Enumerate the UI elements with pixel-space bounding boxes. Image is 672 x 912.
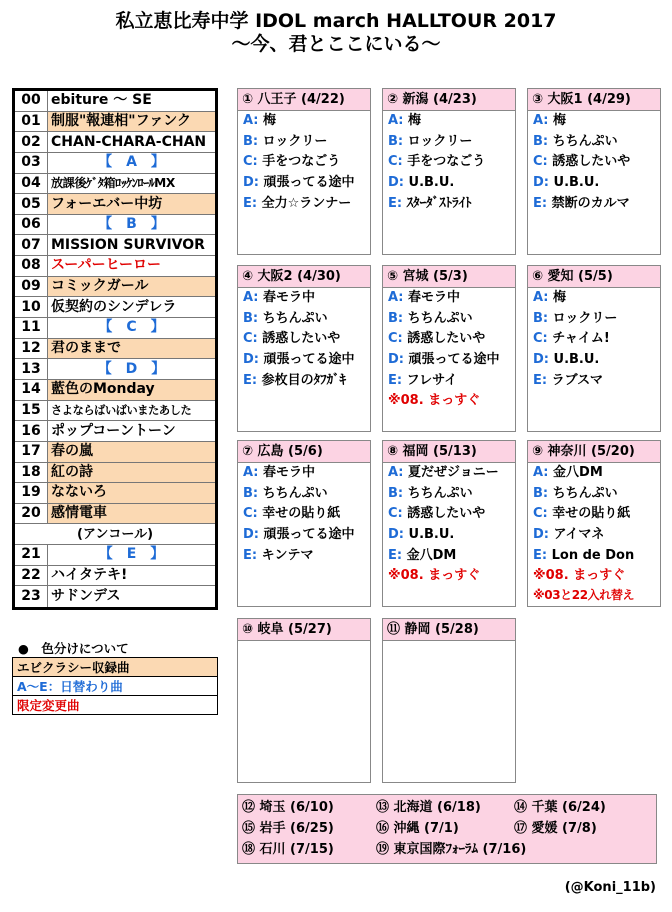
venue-header: ⑥ 愛知 (5/5) <box>528 266 660 288</box>
slot-key: A: <box>533 113 549 128</box>
variable-song-slot <box>528 173 660 194</box>
song-number: 15 <box>21 401 41 418</box>
slot-song: ちちんぷい <box>407 310 473 326</box>
variable-song-slot <box>238 194 370 215</box>
venue-header: ④ 大阪2 (4/30) <box>238 266 370 288</box>
variable-song-slot <box>528 194 660 215</box>
slot-key: C: <box>533 506 548 522</box>
slot-song: ｽﾀｰﾀﾞｽﾄﾗｲﾄ <box>406 195 472 211</box>
venue-card <box>382 265 516 432</box>
slot-song: 手をつなごう <box>407 154 486 170</box>
song-number: 01 <box>21 112 41 129</box>
legend-item-rotation: A～E：日替わり曲 <box>12 676 218 696</box>
setlist-row <box>15 463 215 484</box>
remaining-venue: ⑱ 石川 (7/15) <box>242 842 334 857</box>
slot-song: 夏だぜジョニー <box>408 465 499 480</box>
setlist-row: (アンコール) <box>15 524 215 545</box>
remaining-venue: ⑫ 埼玉 (6/10) <box>242 800 334 815</box>
slot-song: 春モラ中 <box>263 465 316 480</box>
slot-key: D: <box>388 175 404 191</box>
variable-song-slot <box>528 132 660 153</box>
variable-song-slot <box>238 484 370 505</box>
slot-key: C: <box>243 154 258 170</box>
setlist-row <box>15 318 215 339</box>
credit: (@Koni_11b) <box>564 880 656 895</box>
slot-key: D: <box>243 352 259 368</box>
song-number: 10 <box>21 298 41 315</box>
slot-song: 春モラ中 <box>263 290 316 305</box>
variable-song-slot <box>238 111 370 132</box>
variable-song-slot <box>238 173 370 194</box>
slot-song: 頑張ってる途中 <box>408 352 500 368</box>
venue-card <box>382 440 516 607</box>
slot-song: ちちんぷい <box>552 485 618 501</box>
remaining-venue: ⑲ 東京国際ﾌｫｰﾗﾑ (7/16) <box>376 842 527 857</box>
song-number: 00 <box>21 92 41 109</box>
variable-song-slot <box>528 329 660 350</box>
venue-card <box>527 88 661 255</box>
variable-song-slot <box>528 350 660 371</box>
remaining-venue: ⑯ 沖縄 (7/1) <box>376 821 459 836</box>
slot-key: C: <box>388 154 403 170</box>
slot-key: E: <box>243 195 258 211</box>
setlist-row <box>15 215 215 236</box>
song-number: 04 <box>21 174 41 191</box>
slot-key: A: <box>388 465 404 480</box>
slot-key: A: <box>533 290 549 305</box>
venue-note: ※08. まっすぐ <box>388 393 481 409</box>
slot-key: E: <box>388 372 403 388</box>
song-number: 22 <box>21 567 41 584</box>
slot-key: A: <box>243 290 259 305</box>
legend-item-ebiclassy: エビクラシー収録曲 <box>12 657 218 677</box>
song-title: ハイタテキ! <box>47 566 215 586</box>
setlist-row <box>15 586 215 607</box>
page-title <box>0 10 672 56</box>
variable-song-slot <box>528 371 660 392</box>
slot-song: 参枚目のﾀﾌｶﾞｷ <box>261 372 347 388</box>
setlist-row <box>15 174 215 195</box>
variable-song-slot <box>383 173 515 194</box>
song-title: 感情電車 <box>47 504 215 524</box>
setlist-row <box>15 421 215 442</box>
venue-card <box>237 440 371 607</box>
song-number: 07 <box>21 236 41 253</box>
song-number: 21 <box>21 546 41 563</box>
remaining-venue: ⑰ 愛媛 (7/8) <box>514 821 597 836</box>
setlist-row <box>15 132 215 153</box>
slot-key: B: <box>243 485 259 501</box>
song-number: 16 <box>21 422 41 439</box>
variable-song-slot <box>528 484 660 505</box>
variable-song-slot <box>383 371 515 392</box>
song-number: 20 <box>21 505 41 522</box>
variable-song-slot <box>238 371 370 392</box>
remaining-venue: ⑮ 岩手 (6/25) <box>242 821 334 836</box>
color-legend <box>12 640 218 715</box>
slot-key: D: <box>243 175 259 191</box>
variable-song-slot <box>238 350 370 371</box>
slot-key: E: <box>388 195 403 211</box>
variable-song-slot <box>383 152 515 173</box>
slot-key: B: <box>388 485 404 501</box>
slot-song: ロックリー <box>552 310 618 326</box>
venue-header: ⑤ 宮城 (5/3) <box>383 266 515 288</box>
slot-key: C: <box>388 331 403 347</box>
song-number: 02 <box>21 133 41 150</box>
title-line-1: 私立恵比寿中学 IDOL march HALLTOUR 2017 <box>115 10 557 32</box>
venue-header: ⑦ 広島 (5/6) <box>238 441 370 463</box>
slot-song: 金八DM <box>553 465 603 480</box>
setlist-row <box>15 483 215 504</box>
setlist-row <box>15 91 215 112</box>
song-number: 08 <box>21 257 41 274</box>
song-number: 17 <box>21 443 41 460</box>
variable-song-slot <box>383 309 515 330</box>
setlist-row <box>15 153 215 174</box>
setlist-table <box>12 88 218 610</box>
slot-song: 梅 <box>553 113 567 128</box>
venue-card <box>237 265 371 432</box>
variable-song-slot <box>383 288 515 309</box>
slot-song: フレサイ <box>406 372 458 388</box>
slot-key: C: <box>533 154 548 170</box>
variable-song-slot <box>383 504 515 525</box>
variable-song-slot <box>383 546 515 567</box>
slot-key: D: <box>243 527 259 543</box>
slot-song: 禁断のカルマ <box>551 195 630 211</box>
variable-song-slot <box>528 111 660 132</box>
slot-song: キンテマ <box>261 547 314 563</box>
venue-card <box>382 618 516 783</box>
song-title: 藍色のMonday <box>47 380 215 400</box>
slot-key: C: <box>243 506 258 522</box>
slot-key: A: <box>388 290 404 305</box>
song-title: 仮契約のシンデレラ <box>47 297 215 317</box>
venue-header: ⑪ 静岡 (5/28) <box>383 619 515 641</box>
slot-key: A: <box>388 113 404 128</box>
legend-item-limited: 限定変更曲 <box>12 695 218 715</box>
slot-key: D: <box>388 352 404 368</box>
slot-song: アイマネ <box>553 527 605 543</box>
venue-card <box>237 618 371 783</box>
variable-song-slot <box>383 132 515 153</box>
variable-song-slot <box>383 463 515 484</box>
song-title: ebiture ～ SE <box>47 91 215 111</box>
slot-song: 幸せの貼り紙 <box>262 506 341 522</box>
venue-card <box>382 88 516 255</box>
slot-key: E: <box>243 372 258 388</box>
slot-key: C: <box>388 506 403 522</box>
venue-card <box>527 440 661 607</box>
setlist-row <box>15 194 215 215</box>
venue-note: ※03と22入れ替え <box>533 588 635 603</box>
song-title: なないろ <box>47 483 215 503</box>
slot-song: 春モラ中 <box>408 290 461 305</box>
variable-song-slot <box>238 329 370 350</box>
slot-key: B: <box>533 133 549 149</box>
setlist-row <box>15 359 215 380</box>
legend-title: ● 色分けについて <box>18 641 129 656</box>
slot-key: C: <box>533 331 548 347</box>
venue-header: ⑩ 岐阜 (5/27) <box>238 619 370 641</box>
slot-song: 幸せの貼り紙 <box>552 506 631 522</box>
song-title: CHAN-CHARA-CHAN <box>47 132 215 152</box>
song-title: 【 A 】 <box>47 153 215 173</box>
slot-song: ちちんぷい <box>407 485 473 501</box>
song-number: 12 <box>21 340 41 356</box>
song-title: 【 C 】 <box>47 318 215 338</box>
setlist-row <box>15 297 215 318</box>
song-title: 春の嵐 <box>47 442 215 462</box>
variable-song-slot <box>238 546 370 567</box>
slot-key: E: <box>388 547 403 563</box>
song-title: スーパーヒーロー <box>47 256 215 276</box>
variable-song-slot <box>383 329 515 350</box>
song-title: コミックガール <box>47 277 215 297</box>
slot-song: ロックリー <box>262 133 328 149</box>
song-title: 紅の詩 <box>47 463 215 483</box>
song-title: 制服"報連相"ファンク <box>47 112 215 132</box>
song-title: 放課後ｹﾞﾀ箱ﾛｯｹﾝﾛｰﾙMX <box>47 174 215 194</box>
slot-key: E: <box>533 547 548 563</box>
song-number: 09 <box>21 278 41 295</box>
setlist-row <box>15 401 215 422</box>
slot-song: 頑張ってる途中 <box>263 527 355 543</box>
setlist-row <box>15 339 215 360</box>
slot-song: U.B.U. <box>553 175 600 191</box>
setlist-row <box>15 504 215 525</box>
slot-song: チャイム! <box>552 331 610 347</box>
slot-song: 全力☆ランナー <box>261 195 352 211</box>
setlist-row <box>15 566 215 587</box>
slot-key: D: <box>388 527 404 543</box>
song-number: 13 <box>21 360 41 377</box>
slot-song: U.B.U. <box>553 352 600 368</box>
variable-song-slot <box>528 525 660 546</box>
variable-song-slot <box>383 194 515 215</box>
song-number: 03 <box>21 154 41 171</box>
setlist-row <box>15 545 215 566</box>
slot-song: 梅 <box>553 290 567 305</box>
slot-key: A: <box>243 465 259 480</box>
slot-key: A: <box>533 465 549 480</box>
setlist-row <box>15 112 215 133</box>
variable-song-slot <box>528 546 660 567</box>
venue-note: ※08. まっすぐ <box>388 568 481 584</box>
song-title: 【 B 】 <box>47 215 215 235</box>
song-title: サドンデス <box>47 586 215 607</box>
song-number: 14 <box>21 381 41 398</box>
venue-header: ⑧ 福岡 (5/13) <box>383 441 515 463</box>
slot-song: ちちんぷい <box>262 485 328 501</box>
variable-song-slot <box>528 288 660 309</box>
variable-song-slot <box>383 350 515 371</box>
venue-header: ⑨ 神奈川 (5/20) <box>528 441 660 463</box>
slot-key: D: <box>533 352 549 368</box>
slot-song: ちちんぷい <box>262 310 328 326</box>
variable-song-slot <box>238 152 370 173</box>
song-number: 19 <box>21 484 41 501</box>
slot-key: B: <box>388 133 404 149</box>
setlist-row <box>15 442 215 463</box>
song-number: 23 <box>21 588 41 605</box>
slot-song: 頑張ってる途中 <box>263 175 355 191</box>
slot-song: 誘惑したいや <box>552 154 631 170</box>
setlist-row <box>15 380 215 401</box>
slot-key: B: <box>243 133 259 149</box>
venue-card <box>527 265 661 432</box>
slot-song: 梅 <box>408 113 422 128</box>
slot-song: U.B.U. <box>408 175 455 191</box>
song-title: さよならばいばいまたあした <box>47 401 215 421</box>
song-number: 06 <box>21 216 41 233</box>
variable-song-slot <box>238 288 370 309</box>
slot-song: 誘惑したいや <box>407 331 486 347</box>
variable-song-slot <box>528 152 660 173</box>
song-number: 18 <box>21 463 41 480</box>
slot-song: 金八DM <box>406 547 457 563</box>
variable-song-slot <box>528 463 660 484</box>
remaining-venues <box>237 794 657 864</box>
slot-key: B: <box>533 485 549 501</box>
venue-note: ※08. まっすぐ <box>533 568 626 584</box>
slot-key: B: <box>533 310 549 326</box>
variable-song-slot <box>238 504 370 525</box>
slot-song: 頑張ってる途中 <box>263 352 355 368</box>
slot-key: B: <box>388 310 404 326</box>
slot-song: 誘惑したいや <box>262 331 341 347</box>
setlist-row <box>15 277 215 298</box>
venue-card <box>237 88 371 255</box>
slot-key: A: <box>243 113 259 128</box>
slot-song: ちちんぷい <box>552 133 618 149</box>
song-number: 11 <box>21 319 41 336</box>
slot-key: D: <box>533 527 549 543</box>
slot-song: 梅 <box>263 113 277 128</box>
variable-song-slot <box>383 111 515 132</box>
slot-song: 手をつなごう <box>262 154 341 170</box>
slot-key: E: <box>533 195 548 211</box>
slot-song: ロックリー <box>407 133 473 149</box>
venue-header: ① 八王子 (4/22) <box>238 89 370 111</box>
song-title: ポップコーントーン <box>47 421 215 441</box>
slot-key: B: <box>243 310 259 326</box>
song-title: 【 E 】 <box>47 545 215 565</box>
song-title: MISSION SURVIVOR <box>47 235 215 255</box>
slot-key: D: <box>533 175 549 191</box>
variable-song-slot <box>383 484 515 505</box>
title-line-2: 〜今、君とここにいる〜 <box>231 33 441 55</box>
song-title: 君のままで <box>47 339 215 359</box>
variable-song-slot <box>238 463 370 484</box>
variable-song-slot <box>238 525 370 546</box>
variable-song-slot <box>238 309 370 330</box>
remaining-venue: ⑭ 千葉 (6/24) <box>514 800 606 815</box>
song-title: 【 D 】 <box>47 359 215 379</box>
variable-song-slot <box>528 504 660 525</box>
slot-song: U.B.U. <box>408 527 455 543</box>
slot-song: 誘惑したいや <box>407 506 486 522</box>
venue-header: ③ 大阪1 (4/29) <box>528 89 660 111</box>
slot-key: E: <box>533 372 548 388</box>
slot-key: C: <box>243 331 258 347</box>
slot-key: E: <box>243 547 258 563</box>
variable-song-slot <box>238 132 370 153</box>
venue-header: ② 新潟 (4/23) <box>383 89 515 111</box>
slot-song: Lon de Don <box>551 547 635 563</box>
slot-song: ラブスマ <box>551 372 603 388</box>
song-number: 05 <box>21 195 41 212</box>
remaining-venue: ⑬ 北海道 (6/18) <box>376 800 481 815</box>
variable-song-slot <box>528 309 660 330</box>
setlist-row <box>15 235 215 256</box>
setlist-row <box>15 256 215 277</box>
variable-song-slot <box>383 525 515 546</box>
song-title: フォーエバー中坊 <box>47 194 215 214</box>
